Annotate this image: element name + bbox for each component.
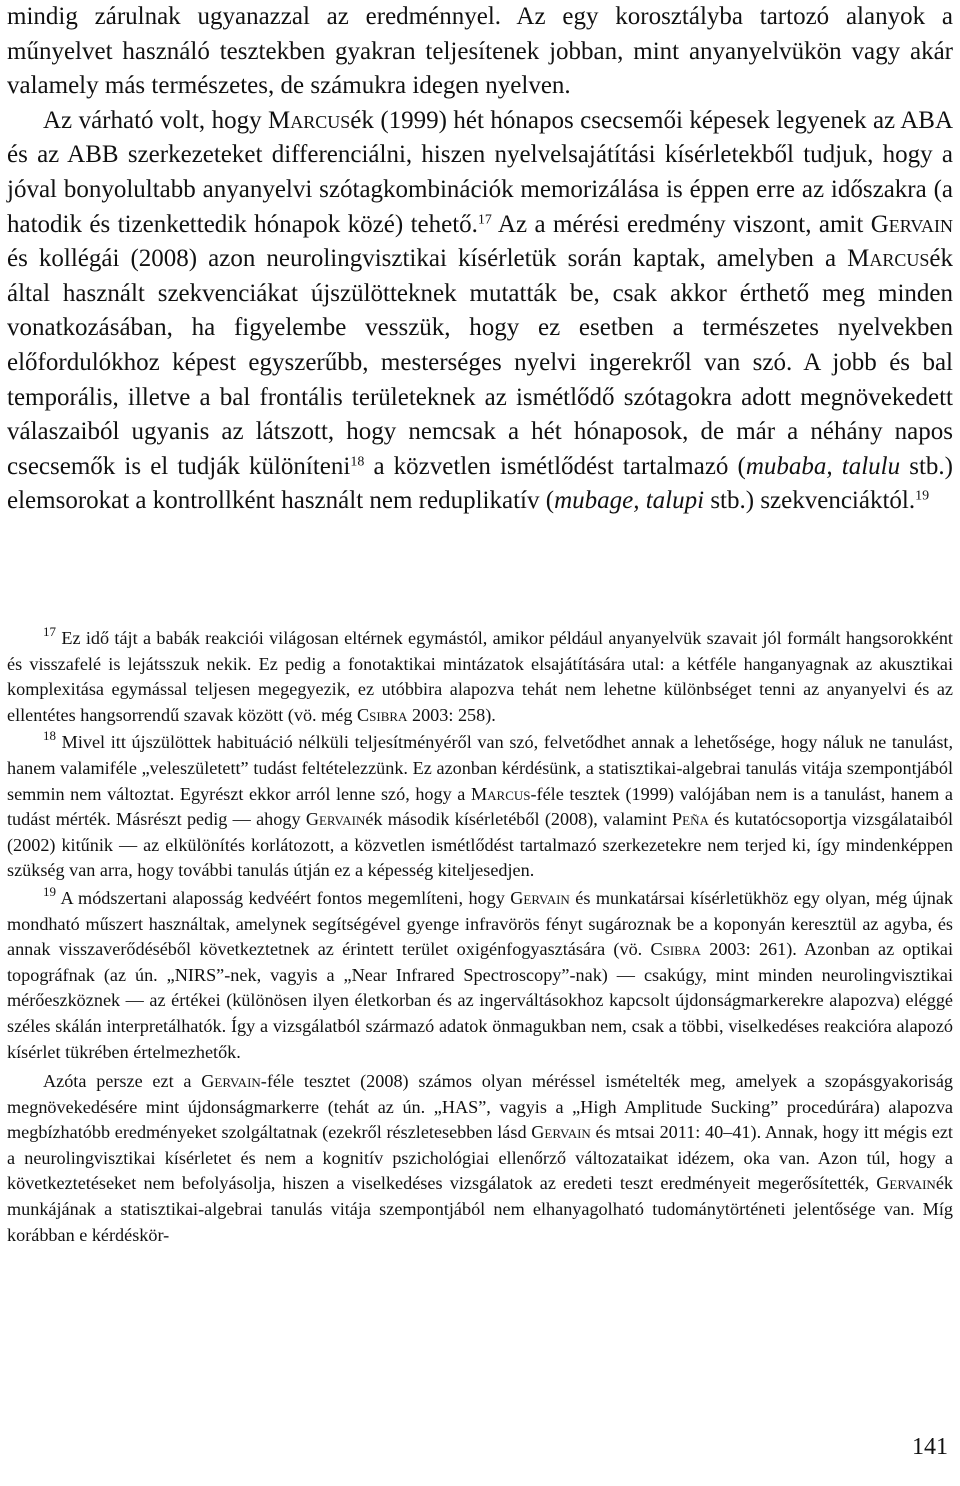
page [7, 0, 954, 1245]
footnote-ref-18[interactable]: 18 [350, 454, 365, 470]
author-name: Marcus [268, 106, 351, 134]
paragraph-2: Az várható volt, hogy Marcusék (1999) hét hónapos csecsemői képesek legyenek az ABA és az ABB szerkezeteket differenciálni, hiszen nyelvelsajátítási kísérletekből tudjuk, hogy a jóval bonyolultabb anyanyelvi szótagkombinációk memorizálása is éppen erre az időszakra (a hatodik és tizenkettedik hónapok közé) tehető.$^{17}$ Az a mérési eredmény viszont, amit Gervain és kollégái (2008) azon neurolingvisztikai kísérletük során kaptak, amelyben a Marcusék által használt szekvenciákat újszülötteknek mutatták be, csak akkor érthető meg minden vonatkozásában, ha figyelembe vesszük, hogy ez esetben a természetes nyelvekben előfordulókhoz képest egyszerűbb, mesterséges nyelvi ingerekről van szó. A jobb és bal temporális, illetve a bal frontális területeknek az ismétlődő szótagokra adott megnövekedett válaszaiból ugyanis az látszott, hogy nemcsak a hét hónaposok, de már a néhány napos csecsemők is el tudják különíteni$^{18}$ a közvetlen ismétlődést tartalmazó (mubaba, talulu stb.) elemsorokat a kontrollként használt nem reduplikatív (mubage, talupi stb.) szekvenciáktól.$^{19}$ [7, 106, 954, 515]
footnote-ref-19[interactable]: 19 [915, 488, 930, 504]
footnote-17: $^{17}$ Ez idő tájt a babák reakciói világosan eltérnek egymástól, amikor például anyanyelvük szavait jól formált hangsorokként és visszafelé is lejátsszuk nekik. Ez pedig a fonotaktikai mintázatok elsajátítására utal: a kétféle hanganyagnak az akusztikai komplexitása egymással teljesen megegyezik, ez utóbbira alapozva tehát nem lehetne különbséget tenni az anyanyelvi és az ellentétes hangsorrendű szavak között (vö. még Csibra 2003: 258). [7, 624, 953, 725]
footnotes [7, 626, 953, 1248]
footnote-19: $^{19}$ A módszertani alaposság kedvéért fontos megemlíteni, hogy Gervain és munkatársai kísérletükhöz egy olyan, még újnak mondható műszert használtak, amelynek segítségével gyenge infravörös fényt sugároznak be a koponyán keresztül az agyba, és annak visszaverődéséből következtetnek az érintett terület oxigénfogyasztására (vö. Csibra 2003: 261). Azonban az optikai topográfnak (az ún. „NIRS”-nek, vagyis a „Near Infrared Spectroscopy”-nak) — csakúgy, mint minden neurolingvisztikai mérőeszköznek — az értékei (különösen ilyen életkorban és az ingerváltásokhoz kapcsolt újdonságmarkerekre alapozva) eléggé széles skálán interpretálhatók. Így a vizsgálatból származó adatok önmagukban nem, csak a többi, viselkedéses reakcióra alapozó kísérlet tükrében értelmezhetők. [7, 884, 954, 1062]
footnote-number: 19 [43, 884, 56, 900]
footnote-18: $^{18}$ Mivel itt újszülöttek habituáció nélküli teljesítményéről van szó, felvetődhet annak a lehetősége, hogy náluk ne tanulást, hanem valamiféle „veleszületett” tudást feltételezzünk. Ez azonban kérdésünk, a statisztikai-algebrai tanulás vitája szempontjából semmin nem változtat. Egyrészt ekkor arról lenne szó, hogy a Marcus-féle tesztek (1999) valójában nem is a tanulást, hanem a tudást mérték. Másrészt pedig — ahogy Gervainék második kísérletéből (2008), valamint Peña és kutatócsoportja vizsgálataiból (2002) kitűnik — az elkülönítés korlátozott, a közvetlen ismétlődést tartalmazó szerkezetekre nem terjed ki, így mindenképpen szükség van arra, hogy további tanulás útján ez a képesség kiteljesedjen. [7, 728, 953, 881]
paragraph-1: mindig zárulnak ugyanazzal az eredménnyel. Az egy korosztályba tartozó alanyok a műnyelvet használó tesztekben gyakran teljesítenek jobban, mint anyanyelvükön vagy akár valamely más természetes, de számukra idegen nyelven. [7, 3, 953, 100]
example-words: mubage, talupi [554, 487, 705, 515]
footnote-number: 17 [43, 624, 56, 640]
footnote-number: 18 [43, 728, 56, 744]
example-words: mubaba, talulu [745, 452, 901, 480]
main-text [7, 0, 953, 519]
page-number: 141 [912, 1434, 948, 1460]
author-name: Marcus [847, 245, 930, 273]
author-name: Gervain [870, 210, 954, 238]
footnote-ref-17[interactable]: 17 [477, 212, 492, 228]
footnote-19-continuation: Azóta persze ezt a Gervain-féle tesztet (2008) számos olyan méréssel ismételték meg, amelyek a szopásgyakoriság megnövekedésére mint újdonságmarkerre (tehát az ún. „HAS”, vagyis a „High Amplitude Sucking” procedúrára) alapozva megbízhatóbb eredményeket szolgáltatnak (ezekről részletesebben lásd Gervain és mtsai 2011: 40–41). Annak, hogy itt mégis ezt a neurolingvisztikai kísérletet és nem a kognitív pszichológiai ellenőrző változataikat idézem, oka van. Azon túl, hogy a következtetéseket nem befolyásolja, hiszen a viselkedéses vizsgálatok az eredeti teszt eredményeit megerősítették, Gervainék munkájának a statisztikai-algebrai tanulás vitája szempontjából nem elhanyagolható tudománytörténeti jelentősége van. Míg korábban e kérdéskör- [7, 1071, 953, 1245]
